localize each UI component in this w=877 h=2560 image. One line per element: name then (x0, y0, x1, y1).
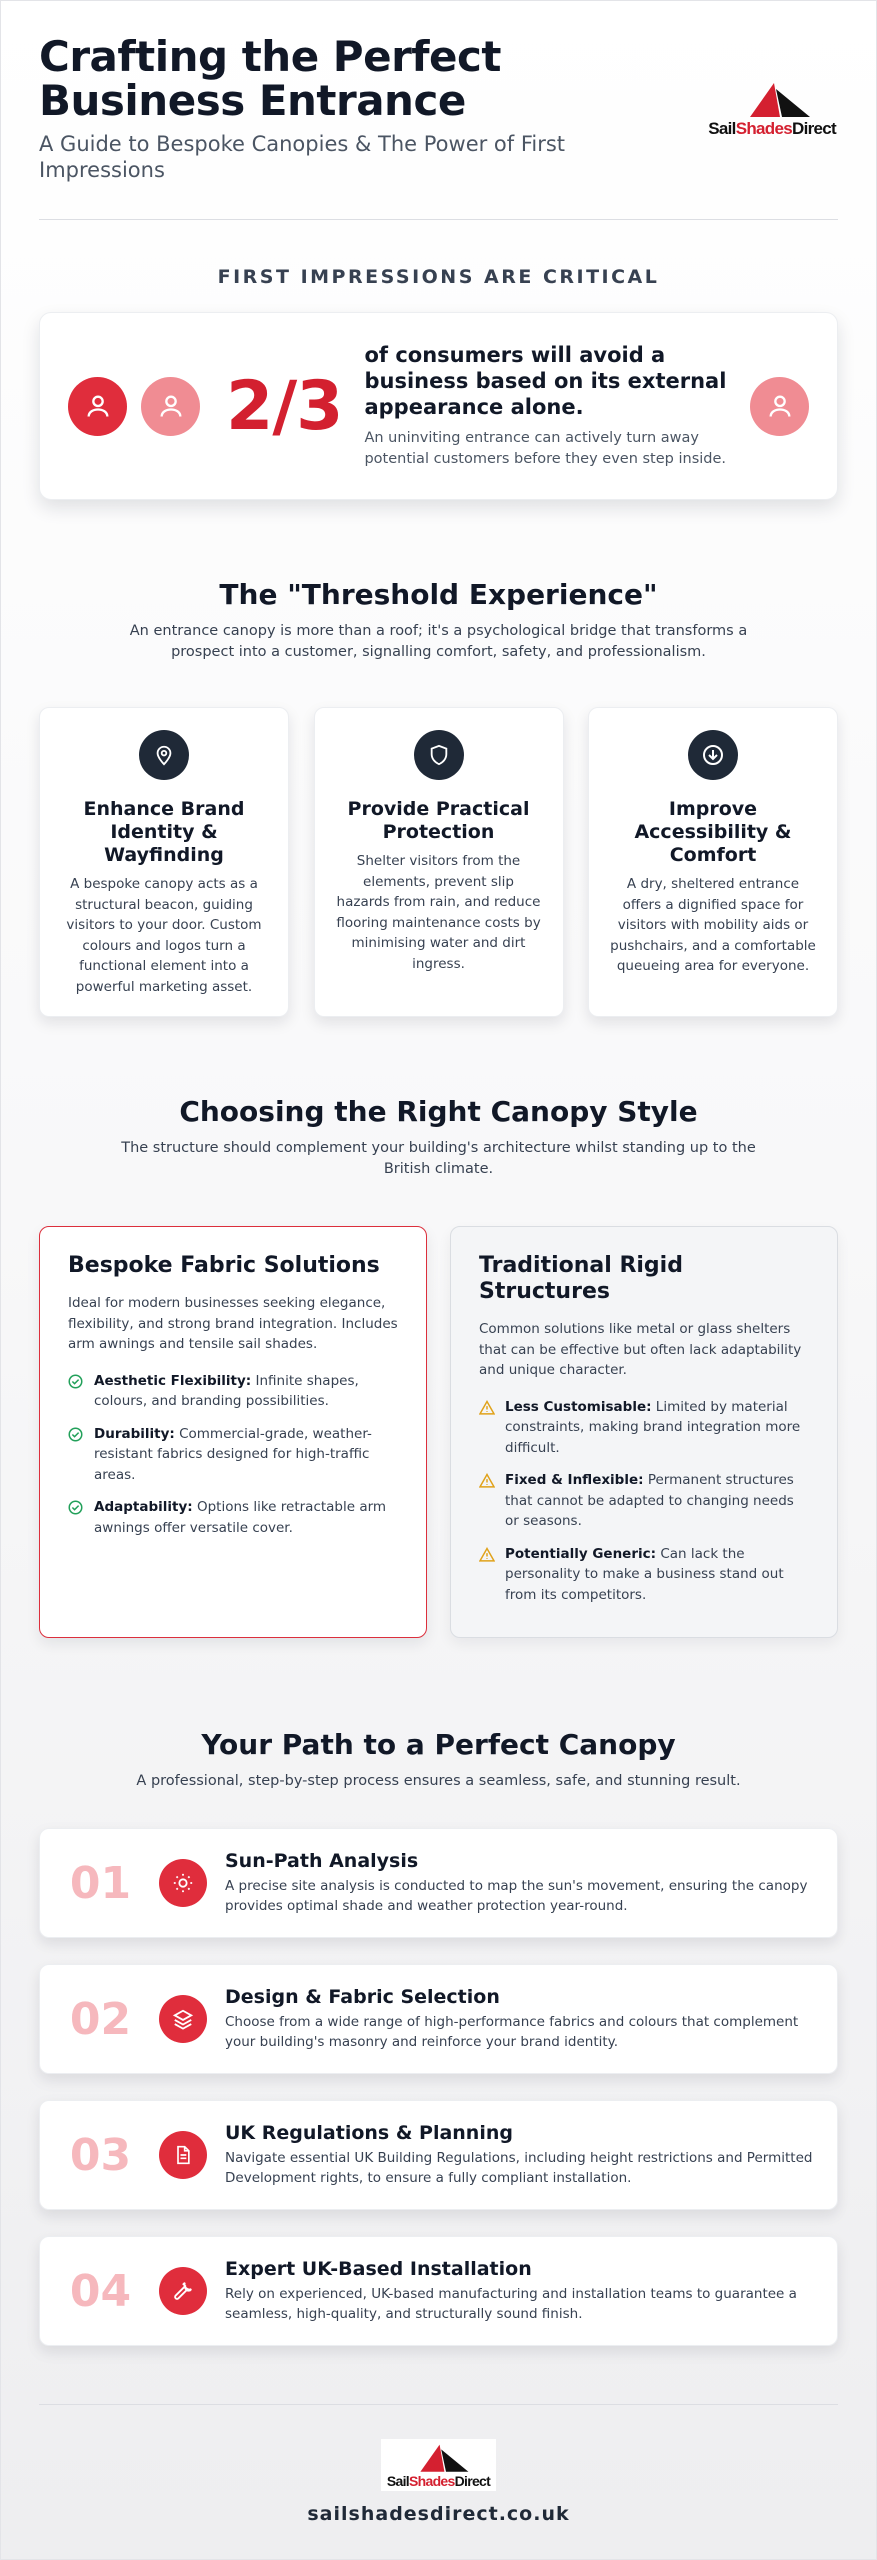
footer (39, 2404, 838, 2525)
title-line-2: Business Entrance (39, 76, 466, 125)
step-number: 02 (69, 1993, 132, 2045)
item-text: Limited by material constraints, making brand integration more difficult. (505, 1398, 801, 1456)
rigid-desc: Common solutions like metal or glass shelters that can be effective but often lack adaptability and unique character. (479, 1321, 802, 1378)
step-title: Design & Fabric Selection (225, 1985, 500, 2008)
benefit-title: Provide Practical Protection (347, 798, 530, 843)
logo-word-sail: Sail (708, 119, 736, 138)
item-label: Aesthetic Flexibility: (94, 1372, 252, 1389)
item-label: Potentially Generic: (505, 1545, 657, 1562)
stat-number: 2/3 (226, 366, 343, 446)
stat-card (39, 312, 838, 500)
document-icon (159, 2131, 207, 2179)
benefit-cards (39, 707, 838, 1017)
person-icon (141, 377, 200, 436)
warning-icon (479, 1544, 505, 1569)
benefit-card-protection (314, 707, 564, 1017)
item-label: Adaptability: (94, 1499, 193, 1515)
benefit-text: Shelter visitors from the elements, prevent slip hazards from rain, and reduce flooring maintenance costs by minimising water and dirt ingress. (336, 853, 541, 972)
logo-word-sail: Sail (386, 2473, 409, 2489)
brand-logo (708, 81, 836, 139)
benefit-title: Improve Accessibility & Comfort (634, 798, 792, 866)
process-step (39, 2236, 838, 2346)
logo-word-shades: Shades (409, 2473, 455, 2489)
benefit-card-accessibility (588, 707, 838, 1017)
fabric-desc: Ideal for modern businesses seeking elegance, flexibility, and strong brand integration. Includes arm awnings and tensile sail shades. (68, 1295, 398, 1352)
step-body (225, 2258, 815, 2325)
list-item (479, 1397, 809, 1459)
process-title: Your Path to a Perfect Canopy (201, 1728, 676, 1761)
list-item-text (505, 1544, 809, 1606)
map-pin-icon (139, 730, 189, 780)
step-body (225, 2122, 815, 2189)
step-text: A precise site analysis is conducted to map the sun's movement, ensuring the canopy provides optimal shade and weather protection year-round. (225, 1877, 808, 1914)
step-text: Rely on experienced, UK-based manufacturing and installation teams to guarantee a seamless, high-quality, and structurally sound finish. (225, 2285, 797, 2322)
sun-icon (159, 1859, 207, 1907)
sail-logo-icon (730, 81, 814, 121)
process-step (39, 1964, 838, 2074)
logo-word-direct: Direct (454, 2473, 491, 2489)
item-text: Can lack the personality to make a business stand out from its competitors. (505, 1545, 784, 1603)
list-item-text (94, 1424, 398, 1486)
warning-icon (479, 1397, 505, 1422)
list-item-text (505, 1397, 809, 1459)
list-item-text (505, 1470, 809, 1532)
logo-word-shades: Shades (735, 119, 792, 138)
stat-headline: of consumers will avoid a business based on its external appearance alone. (364, 343, 727, 419)
header-text (39, 32, 639, 183)
step-text: Choose from a wide range of high-performance fabrics and colours that complement your building's masonry and reinforce your brand identity. (225, 2013, 799, 2050)
list-item (68, 1497, 398, 1538)
benefit-text: A dry, sheltered entrance offers a dignified space for visitors with mobility aids or pushchairs, and a comfortable queueing area for everyone. (610, 876, 816, 974)
sail-logo-icon (403, 2443, 473, 2475)
item-text: Infinite shapes, colours, and branding possibilities. (94, 1372, 359, 1409)
first-impressions-heading: FIRST IMPRESSIONS ARE CRITICAL (217, 266, 660, 288)
page-subtitle: A Guide to Bespoke Canopies & The Power of First Impressions (39, 132, 566, 182)
logo-wordmark (708, 119, 836, 139)
header (39, 1, 838, 220)
step-number: 01 (69, 1857, 132, 1909)
arrow-down-circle-icon (688, 730, 738, 780)
fabric-title: Bespoke Fabric Solutions (68, 1253, 380, 1278)
step-title: Sun-Path Analysis (225, 1849, 419, 1872)
stat-text (364, 342, 749, 470)
threshold-subtitle: An entrance canopy is more than a roof; it's a psychological bridge that transforms a prospect into a customer, signalling comfort, safety, and professionalism. (129, 623, 748, 660)
fabric-benefits-list (68, 1371, 398, 1539)
styles-subtitle: The structure should complement your building's architecture whilst standing up to the British climate. (121, 1140, 756, 1177)
check-circle-icon (68, 1424, 94, 1449)
list-item (479, 1470, 809, 1532)
page-title (39, 32, 639, 125)
list-item (479, 1544, 809, 1606)
benefit-card-brand (39, 707, 289, 1017)
person-icon (750, 377, 809, 436)
benefit-text: A bespoke canopy acts as a structural beacon, guiding visitors to your door. Custom colours and logos turn a functional element into a powerful marketing asset. (66, 876, 262, 995)
process-step (39, 2100, 838, 2210)
list-item (68, 1371, 398, 1412)
person-icon (68, 377, 127, 436)
process-steps (39, 1828, 838, 2346)
list-item-text (94, 1497, 398, 1538)
item-label: Less Customisable: (505, 1398, 652, 1415)
item-label: Durability: (94, 1425, 175, 1442)
step-title: Expert UK-Based Installation (225, 2257, 532, 2280)
list-item (68, 1424, 398, 1486)
fabric-solutions-card (39, 1226, 427, 1638)
styles-title: Choosing the Right Canopy Style (179, 1095, 698, 1128)
wrench-icon (159, 2267, 207, 2315)
item-text: Commercial-grade, weather-resistant fabrics designed for high-traffic areas. (94, 1425, 372, 1483)
process-step (39, 1828, 838, 1938)
step-body (225, 1986, 815, 2053)
process-subtitle: A professional, step-by-step process ensures a seamless, safe, and stunning result. (136, 1773, 741, 1789)
check-circle-icon (68, 1497, 94, 1522)
item-label: Fixed & Inflexible: (505, 1472, 644, 1488)
check-circle-icon (68, 1371, 94, 1396)
title-line-1: Crafting the Perfect (39, 32, 502, 81)
warning-icon (479, 1470, 505, 1495)
canopy-style-cards (39, 1226, 838, 1638)
step-body (225, 1850, 815, 1917)
threshold-title: The "Threshold Experience" (219, 578, 658, 611)
rigid-structures-card (450, 1226, 838, 1638)
layers-icon (159, 1995, 207, 2043)
logo-wordmark (387, 2473, 490, 2489)
footer-logo (381, 2439, 496, 2491)
step-number: 04 (69, 2265, 132, 2317)
step-text: Navigate essential UK Building Regulations, including height restrictions and Permitted Development rights, to ensure a fully compliant installation. (225, 2149, 813, 2186)
step-number: 03 (69, 2129, 132, 2181)
website-url[interactable]: sailshadesdirect.co.uk (307, 2503, 570, 2525)
rigid-drawbacks-list (479, 1397, 809, 1606)
step-title: UK Regulations & Planning (225, 2121, 513, 2144)
item-text: Permanent structures that cannot be adapted to changing needs or seasons. (505, 1472, 794, 1529)
list-item-text (94, 1371, 398, 1412)
stat-detail: An uninviting entrance can actively turn away potential customers before they even step inside. (364, 430, 727, 467)
shield-icon (414, 730, 464, 780)
logo-word-direct: Direct (792, 119, 836, 138)
item-text: Options like retractable arm awnings offer versatile cover. (94, 1499, 387, 1536)
rigid-title: Traditional Rigid Structures (479, 1253, 683, 1304)
benefit-title: Enhance Brand Identity & Wayfinding (83, 798, 245, 866)
